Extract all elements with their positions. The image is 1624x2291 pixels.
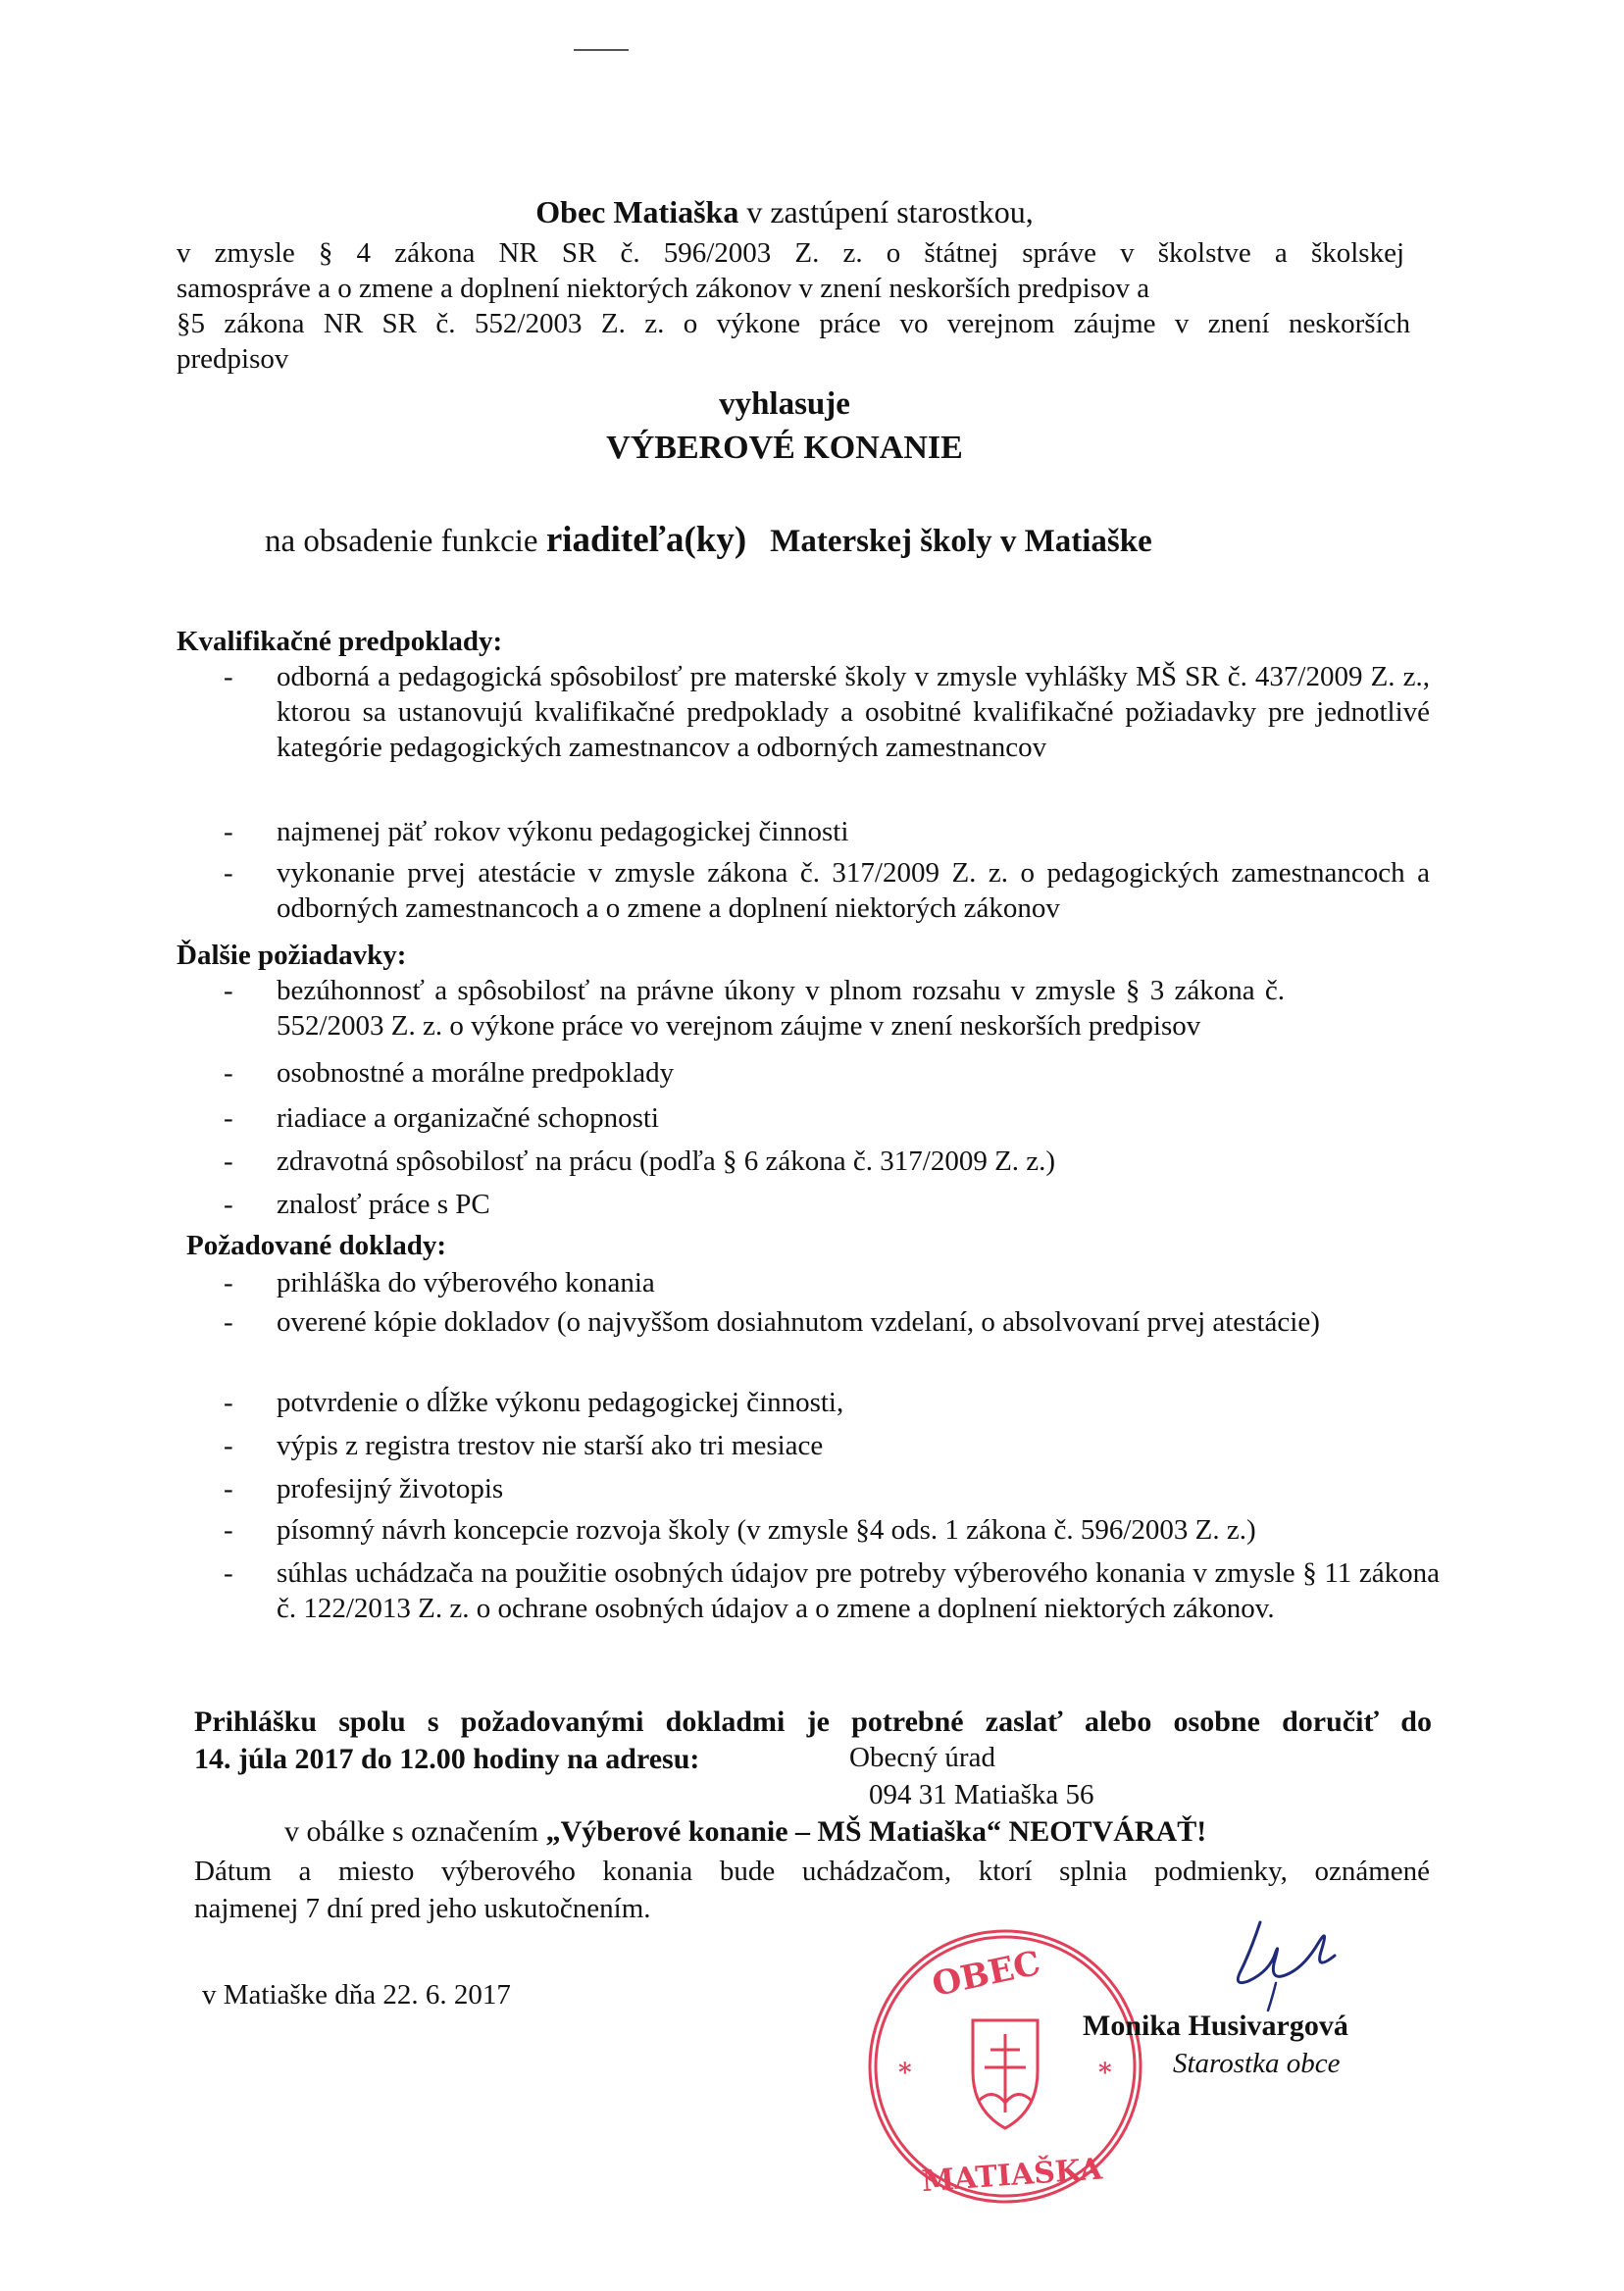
position-prefix: na obsadenie funkcie xyxy=(265,524,546,559)
list-item: - odborná a pedagogická spôsobilosť pre materské školy v zmysle vyhlášky MŠ SR č. 437/2009 Z. z., ktorou sa ustanovujú kvalifikačné predpoklady a osobitné kvalifikačné požiadavky pre jednotlivé kategórie pedagogických zamestnancov a odborných zamestnancov xyxy=(224,661,1430,763)
header-line-1 xyxy=(177,192,1393,231)
notice-line-2: najmenej 7 dní pred jeho uskutočnením. xyxy=(194,1893,651,1924)
signatory-name: Monika Husivargová xyxy=(1083,2010,1348,2042)
preamble-line-3: §5 zákona NR SR č. 552/2003 Z. z. o výkone práce vo verejnom záujme v znení neskorších xyxy=(177,308,1410,339)
submission-line: Prihlášku spolu s požadovanými dokladmi je potrebné zaslať alebo osobne doručiť do xyxy=(194,1706,1432,1738)
preamble-line-2: samospráve a o zmene a doplnení niektorých zákonov v znení neskorších predpisov a xyxy=(177,273,1150,304)
position-line xyxy=(265,520,1152,562)
preamble-line-4: predpisov xyxy=(177,343,289,375)
list-item: - vykonanie prvej atestácie v zmysle zákona č. 317/2009 Z. z. o pedagogických zamestnancoch a odborných zamestnancoch a o zmene a doplnení niektorých zákonov xyxy=(224,857,1430,924)
envelope-line xyxy=(284,1814,1206,1850)
official-stamp xyxy=(863,1924,1147,2209)
header-line-1-rest: v zastúpení starostkou, xyxy=(738,194,1034,229)
documents-heading: Požadované doklady: xyxy=(186,1230,447,1261)
scan-mark xyxy=(574,49,629,51)
signatory-title: Starostka obce xyxy=(1173,2048,1341,2079)
stamp-text-bottom: MATIAŠKA xyxy=(920,2152,1104,2200)
list-item: - najmenej päť rokov výkonu pedagogickej činnosti xyxy=(224,816,849,847)
svg-text:*: * xyxy=(1098,2059,1112,2088)
date-place: v Matiaške dňa 22. 6. 2017 xyxy=(202,1979,511,2011)
preamble-line-1: v zmysle § 4 zákona NR SR č. 596/2003 Z. z. o štátnej správe v školstve a školskej xyxy=(177,237,1404,269)
signature xyxy=(1182,1912,1348,2020)
position-title: riaditeľa(ky) xyxy=(545,520,747,560)
document-title: VÝBEROVÉ KONANIE xyxy=(606,430,963,466)
svg-text:*: * xyxy=(898,2059,912,2088)
other-requirements-heading: Ďalšie požiadavky: xyxy=(177,940,407,971)
list-item: - overené kópie dokladov (o najvyššom dosiahnutom vzdelaní, o absolvovaní prvej atestácie) xyxy=(224,1306,1320,1338)
list-item: - súhlas uchádzača na použitie osobných údajov pre potreby výberového konania v zmysle § 11 zákona č. 122/2013 Z. z. o ochrane osobných údajov a o zmene a doplnení niektorých zákonov. xyxy=(224,1557,1440,1624)
municipality-name: Obec Matiaška xyxy=(535,194,739,229)
envelope-prefix: v obálke s označením xyxy=(284,1815,546,1848)
qualifications-heading: Kvalifikačné predpoklady: xyxy=(177,626,503,657)
submission-deadline: 14. júla 2017 do 12.00 hodiny na adresu: xyxy=(194,1743,700,1775)
school-name: Materskej školy v Matiaške xyxy=(770,524,1152,559)
envelope-label: „Výberové konanie – MŠ Matiaška“ NEOTVÁRAŤ! xyxy=(545,1815,1207,1848)
list-item: - bezúhonnosť a spôsobilosť na právne úkony v plnom rozsahu v zmysle § 3 zákona č. 552/2003 Z. z. o výkone práce vo verejnom záujme v znení neskorších predpisov xyxy=(224,975,1285,1042)
address-line-1: Obecný úrad xyxy=(849,1742,995,1773)
notice-line-1: Dátum a miesto výberového konania bude uchádzačom, ktorí splnia podmienky, oznámené xyxy=(194,1856,1430,1887)
document-page: Obec Matiaška v zastúpení starostkou, v zmysle § 4 zákona NR SR č. 596/2003 Z. z. o štátnej správe v školstve a školskej samospráve a o zmene a doplnení niektorých zákonov v znení neskorších predpisov a §5 zákona NR SR č. 552/2003 Z. z. o výkone práce vo verejnom záujme v znení neskorších predpisov vyhlasuje VÝBEROVÉ KONANIE na obsadenie funkcie riaditeľa(ky) Materskej školy v Matiaške Kvalifikačné predpoklady: - odborná a pedagogická spôsobilosť pre materské školy v zmysle vyhlášky MŠ SR č. 437/2009 Z. z., ktorou sa ustanovujú kvalifikačné predpoklady a osobitné kvalifikačné požiadavky pre jednotlivé kategórie pedagogických zamestnancov a odborných zamestnancov - najmenej päť rokov výkonu pedagogickej činnosti - vykonanie prvej atestácie v zmysle zákona č. 317/2009 Z. z. o pedagogických zamestnancoch a odborných zamestnancoch a o zmene a doplnení niektorých zákonov Ďalšie požiadavky: - bezúhonnosť a spôsobilosť na právne úkony v plnom rozsahu v zmysle § 3 zákona č. 552/2003 Z. z. o výkone práce vo verejnom záujme v znení neskorších predpisov - osobnostné a morálne predpoklady - riadiace a organizačné schopnosti - zdravotná spôsobilosť na prácu (podľa § 6 zákona č. 317/2009 Z. z.) - znalosť práce s PC Požadované doklady: - prihláška do výberového konania - overené kópie dokladov (o najvyššom dosiahnutom vzdelaní, o absolvovaní prvej atestácie) - potvrdenie o dĺžke výkonu pedagogickej činnosti, - výpis z registra trestov nie starší ako tri mesiace - profesijný životopis - písomný návrh koncepcie rozvoja školy (v zmysle §4 ods. 1 zákona č. 596/2003 Z. z.) - súhlas uchádzača na použitie osobných údajov pre potreby výberového konania v zmysle § 11 zákona č. 122/2013 Z. z. o ochrane osobných údajov a o zmene a doplnení niektorých zákonov. Prihlášku spolu s požadovanými dokladmi je potrebné zaslať alebo osobne doručiť do 14. júla 2017 do 12.00 hodiny na adresu: Obecný úrad 094 31 Matiaška 56 v obálke s označením „Výberové konanie – MŠ Matiaška“ NEOTVÁRAŤ! Dátum a miesto výberového konania bude uchádzačom, ktorí splnia podmienky, oznámené najmenej 7 dní pred jeho uskutočnením. v Matiaške dňa 22. 6. 2017 OBEC MATIAŠKA * * Monika Husivargová Starostka obce xyxy=(0,0,1624,2291)
stamp-text-top: OBEC xyxy=(929,1943,1044,2006)
address-line-2: 094 31 Matiaška 56 xyxy=(869,1779,1094,1810)
announces-heading: vyhlasuje xyxy=(719,386,850,422)
